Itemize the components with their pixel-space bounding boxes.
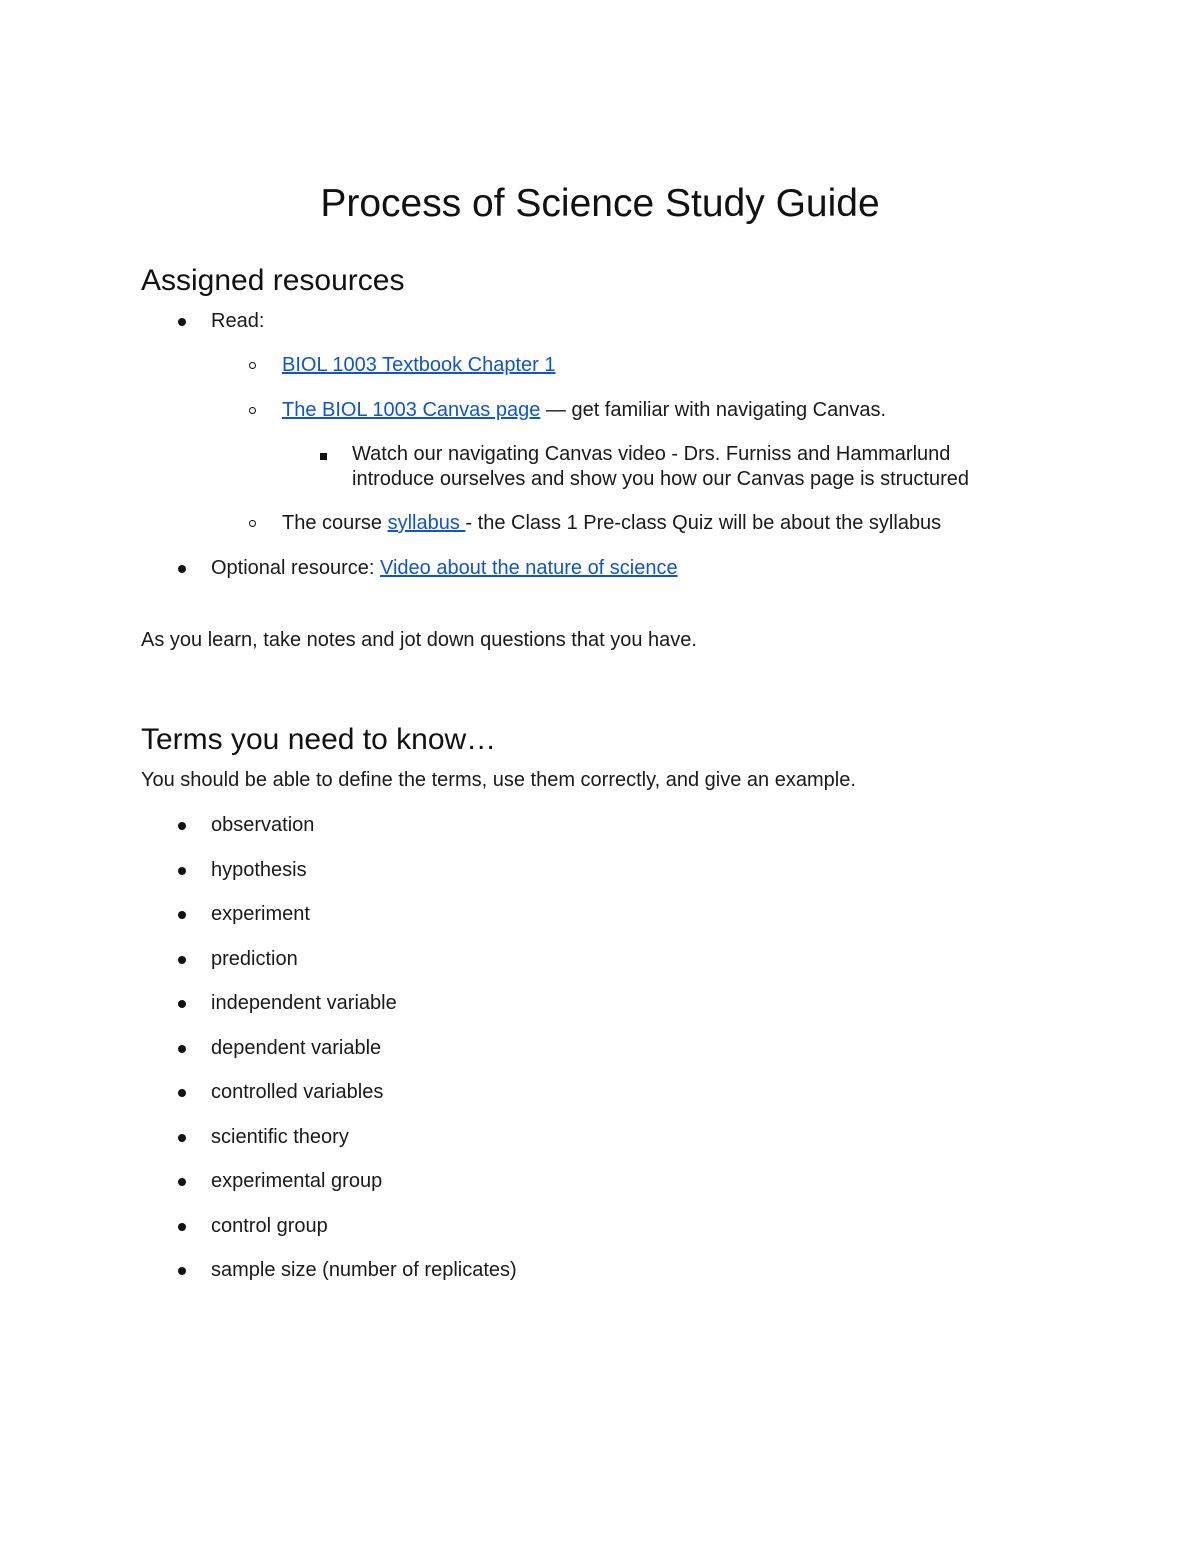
term-item: controlled variables: [211, 1081, 384, 1103]
bullet-disc-icon: [178, 867, 186, 875]
bullet-disc-icon: [178, 1178, 186, 1186]
bullet-disc-icon: [178, 1089, 186, 1097]
nature-of-science-video-link[interactable]: Video about the nature of science: [379, 557, 678, 579]
canvas-page-link[interactable]: The BIOL 1003 Canvas page: [282, 399, 541, 421]
syllabus-item: [282, 511, 941, 536]
bullet-disc-icon: [178, 565, 186, 573]
assigned-resources-heading: Assigned resources: [141, 264, 405, 297]
term-item: dependent variable: [211, 1036, 382, 1059]
syllabus-link[interactable]: syllabus: [387, 512, 466, 534]
textbook-link[interactable]: BIOL 1003 Textbook Chapter 1: [282, 354, 556, 376]
bullet-disc-icon: [178, 956, 186, 964]
optional-resource-item: [211, 556, 678, 581]
bullet-disc-icon: [178, 318, 186, 326]
bullet-disc-icon: [178, 1267, 186, 1275]
bullet-circle-icon: [249, 362, 256, 369]
canvas-item: [282, 398, 886, 423]
term-item: experiment: [211, 903, 310, 925]
canvas-item-text: — get familiar with navigating Canvas.: [540, 399, 887, 421]
bullet-disc-icon: [178, 1134, 186, 1142]
bullet-square-icon: [320, 453, 327, 460]
terms-heading: Terms you need to know…: [141, 723, 497, 756]
bullet-disc-icon: [178, 1000, 186, 1008]
document-title: Process of Science Study Guide: [320, 182, 880, 225]
term-item: independent variable: [211, 992, 397, 1014]
term-item: hypothesis: [211, 858, 307, 881]
video-item-line-2: introduce ourselves and show you how our Canvas page is structured: [352, 468, 970, 490]
syllabus-suffix: - the Class 1 Pre-class Quiz will be about the syllabus: [465, 512, 942, 534]
bullet-circle-icon: [249, 407, 256, 414]
notes-paragraph: As you learn, take notes and jot down questions that you have.: [141, 629, 697, 651]
syllabus-prefix: The course: [282, 512, 388, 534]
textbook-item: [282, 353, 556, 378]
bullet-disc-icon: [178, 822, 186, 830]
term-item: scientific theory: [211, 1125, 349, 1148]
bullet-disc-icon: [178, 911, 186, 919]
term-item: control group: [211, 1214, 328, 1237]
bullet-disc-icon: [178, 1223, 186, 1231]
optional-prefix: Optional resource:: [211, 557, 380, 579]
bullet-circle-icon: [249, 520, 256, 527]
term-item: observation: [211, 814, 315, 836]
video-item-line-1: Watch our navigating Canvas video - Drs. Furniss and Hammarlund: [352, 443, 951, 465]
term-item: prediction: [211, 947, 298, 970]
read-label: Read:: [211, 310, 265, 332]
term-item: sample size (number of replicates): [211, 1259, 517, 1281]
bullet-disc-icon: [178, 1045, 186, 1053]
term-item: experimental group: [211, 1170, 383, 1192]
terms-intro: You should be able to define the terms, use them correctly, and give an example.: [141, 769, 856, 791]
